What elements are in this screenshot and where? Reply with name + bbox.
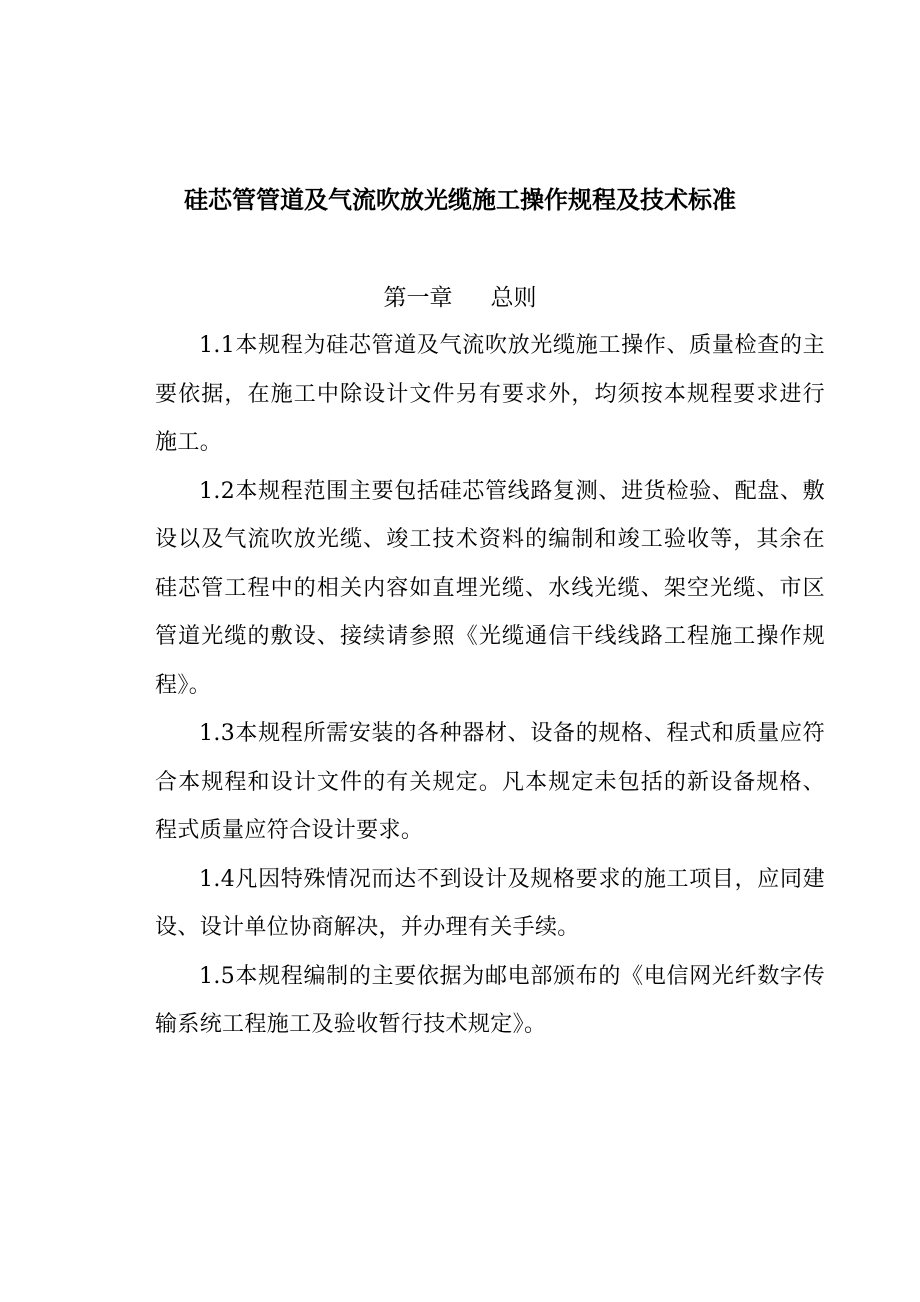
paragraph-1-3: 1.3本规程所需安装的各种器材、设备的规格、程式和质量应符合本规程和设计文件的有关规定。凡本规定未包括的新设备规格、程式质量应符合设计要求。 xyxy=(155,721,825,843)
chapter-heading xyxy=(0,278,920,318)
chapter-number: 第一章 xyxy=(383,285,453,311)
chapter-name: 总则 xyxy=(490,285,537,311)
paragraph-1-4: 1.4凡因特殊情况而达不到设计及规格要求的施工项目，应同建设、设计单位协商解决，并办理有关手续。 xyxy=(155,866,825,940)
document-body xyxy=(155,322,825,1050)
paragraph-1-1: 1.1本规程为硅芯管道及气流吹放光缆施工操作、质量检查的主要依据，在施工中除设计文件另有要求外，均须按本规程要求进行施工。 xyxy=(155,333,825,455)
paragraph-1-2: 1.2本规程范围主要包括硅芯管线路复测、进货检验、配盘、敷设以及气流吹放光缆、竣工技术资料的编制和竣工验收等，其余在硅芯管工程中的相关内容如直埋光缆、水线光缆、架空光缆、市区管道光缆的敷设、接续请参照《光缆通信干线线路工程施工操作规程》。 xyxy=(155,478,825,698)
document-title: 硅芯管管道及气流吹放光缆施工操作规程及技术标准 xyxy=(184,186,736,214)
paragraph-1-5: 1.5本规程编制的主要依据为邮电部颁布的《电信网光纤数字传输系统工程施工及验收暂行技术规定》。 xyxy=(155,963,825,1037)
